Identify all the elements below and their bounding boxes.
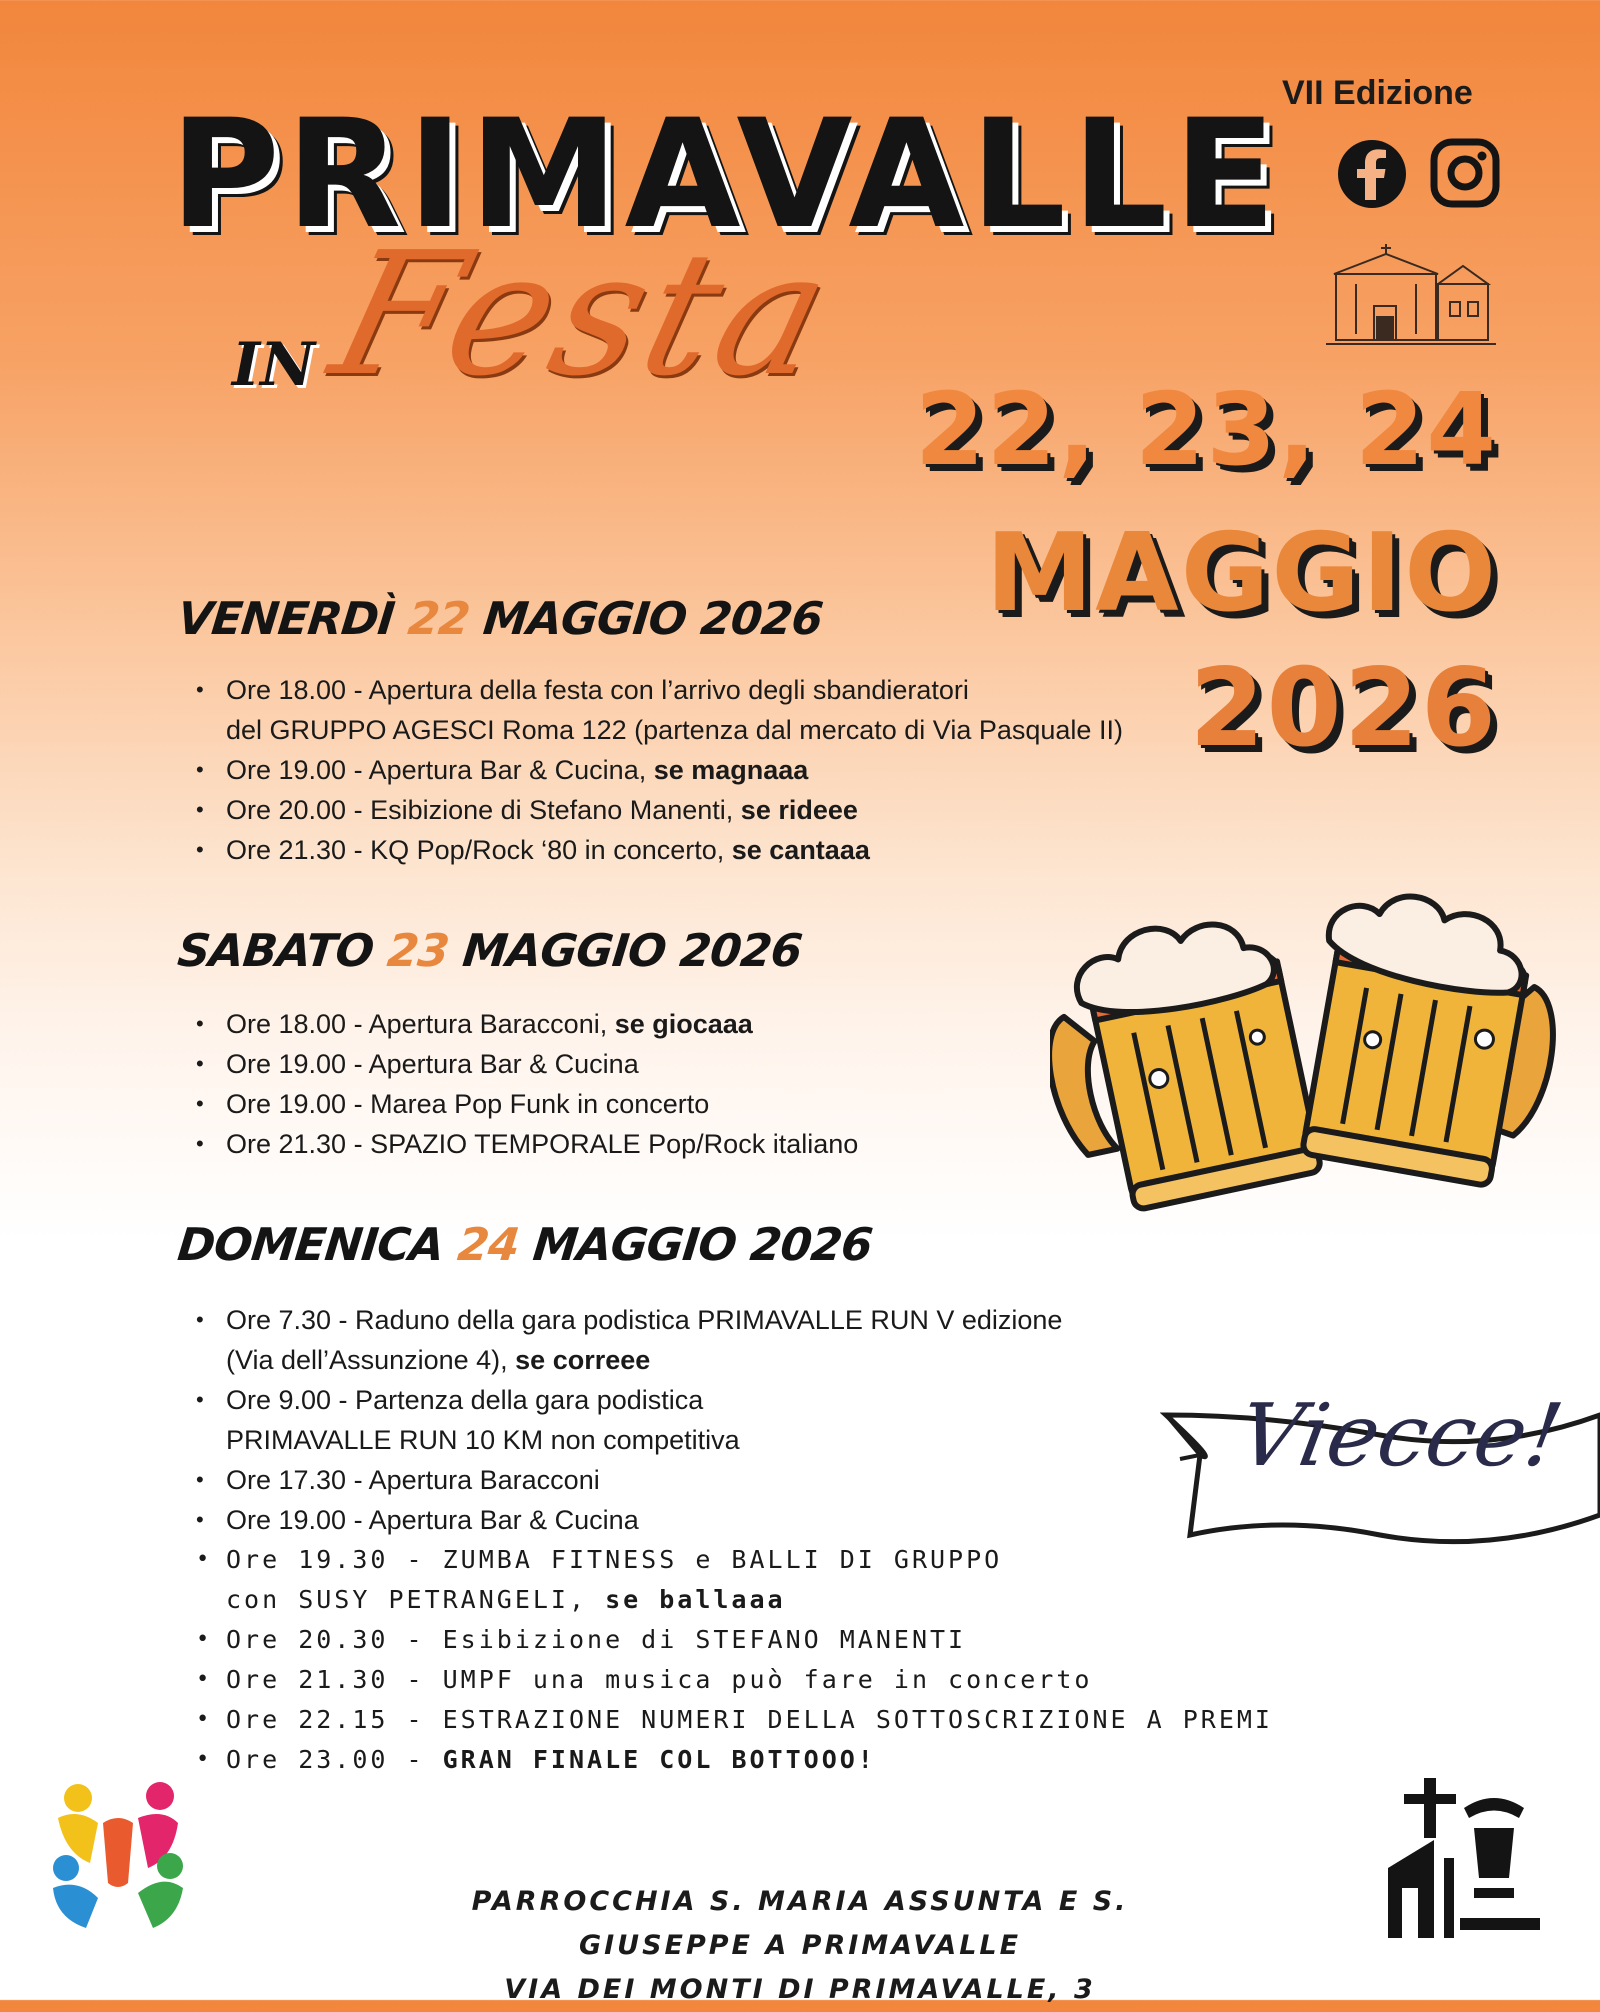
footer-parish: PARROCCHIA S. MARIA ASSUNTA E S. GIUSEPPE A PRIMAVALLE	[471, 1886, 1129, 1961]
list-item: • Ore 19.30 - ZUMBA FITNESS e BALLI DI GRUPPO con SUSY PETRANGELI, se ballaaa	[196, 1540, 1273, 1620]
parish-logo	[1374, 1768, 1554, 1948]
footer-street: VIA DEI MONTI DI PRIMAVALLE, 3	[504, 1974, 1096, 2005]
instagram-icon[interactable]	[1430, 138, 1500, 208]
list-item: • Ore 9.00 - Partenza della gara podistica PRIMAVALLE RUN 10 KM non competitiva	[196, 1380, 1062, 1460]
list-item: • Ore 21.30 - SPAZIO TEMPORALE Pop/Rock italiano	[196, 1124, 858, 1164]
church-illustration	[1326, 244, 1496, 354]
day-name: SABATO	[175, 924, 376, 977]
banner-text: Viecce!	[1231, 1386, 1570, 1486]
title-in: IN	[232, 330, 315, 400]
dates-year: 2026	[1189, 646, 1498, 771]
day-heading-domenica	[175, 1218, 874, 1271]
edition-label: VII Edizione	[1282, 74, 1473, 112]
beer-mugs-illustration	[1050, 880, 1570, 1220]
social-links	[1336, 138, 1500, 210]
list-item: • Ore 19.00 - Apertura Bar & Cucina	[196, 1044, 858, 1084]
day-number: 23	[384, 924, 452, 977]
event-list-venerdi	[196, 670, 1123, 870]
list-item: • Ore 19.00 - Apertura Bar & Cucina	[196, 1500, 1062, 1540]
list-item: • Ore 7.30 - Raduno della gara podistica PRIMAVALLE RUN V edizione (Via dell’Assunzione 4), se correee	[196, 1300, 1062, 1380]
event-list-domenica-evening	[196, 1540, 1273, 1780]
event-list-domenica	[196, 1300, 1062, 1540]
list-item: • Ore 18.00 - Apertura della festa con l’arrivo degli sbandieratori del GRUPPO AGESCI Roma 122 (partenza dal mercato di Via Pasquale II)	[196, 670, 1123, 750]
event-list-sabato	[196, 1004, 858, 1164]
list-item: • Ore 22.15 - ESTRAZIONE NUMERI DELLA SOTTOSCRIZIONE A PREMI	[196, 1700, 1273, 1740]
dates-days: 22, 23, 24	[914, 371, 1498, 488]
day-name: VENERDÌ	[175, 592, 397, 645]
day-number: 24	[455, 1218, 522, 1271]
footer-address	[380, 1880, 1220, 2012]
day-month-year: MAGGIO 2026	[460, 924, 805, 977]
day-month-year: MAGGIO 2026	[480, 592, 825, 645]
list-item: • Ore 17.30 - Apertura Baracconi	[196, 1460, 1062, 1500]
list-item: • Ore 19.00 - Apertura Bar & Cucina, se magnaaa	[196, 750, 1123, 790]
day-month-year: MAGGIO 2026	[530, 1218, 875, 1271]
community-logo	[48, 1778, 188, 1928]
day-heading-venerdi	[175, 592, 825, 645]
dates-month: MAGGIO	[985, 511, 1498, 636]
list-item: • Ore 20.00 - Esibizione di Stefano Manenti, se rideee	[196, 790, 1123, 830]
list-item: • Ore 21.30 - KQ Pop/Rock ‘80 in concerto, se cantaaa	[196, 830, 1123, 870]
day-number: 22	[405, 592, 472, 645]
title-primavalle: PRIMAVALLE	[170, 88, 1283, 262]
day-heading-sabato	[175, 924, 804, 977]
list-item: • Ore 20.30 - Esibizione di STEFANO MANENTI	[196, 1620, 1273, 1660]
title-festa: Festa	[315, 216, 851, 414]
list-item: • Ore 21.30 - UMPF una musica può fare in concerto	[196, 1660, 1273, 1700]
list-item: • Ore 23.00 - GRAN FINALE COL BOTTOOO!	[196, 1740, 1273, 1780]
day-name: DOMENICA	[175, 1218, 447, 1271]
list-item: • Ore 19.00 - Marea Pop Funk in concerto	[196, 1084, 858, 1124]
list-item: • Ore 18.00 - Apertura Baracconi, se giocaaa	[196, 1004, 858, 1044]
facebook-icon[interactable]	[1336, 138, 1408, 210]
